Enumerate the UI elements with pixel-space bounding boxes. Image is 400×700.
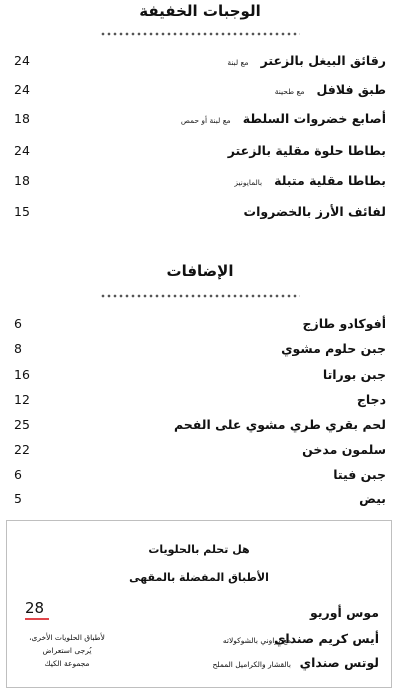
item-note: بالمايونيز xyxy=(234,178,263,187)
menu-item xyxy=(14,53,386,73)
item-note: مع طحينة xyxy=(274,87,305,96)
item-name: أصابع خضروات السلطة xyxy=(242,111,386,126)
desserts-box xyxy=(6,520,392,688)
item-price: 24 xyxy=(14,143,30,158)
item-price: 12 xyxy=(14,392,30,407)
snacks-title: الوجبات الخفيفة xyxy=(139,2,261,20)
menu-item xyxy=(14,204,386,224)
item-price: 5 xyxy=(14,491,22,506)
item-price: 22 xyxy=(14,442,30,457)
menu-item xyxy=(14,392,386,412)
menu-item xyxy=(14,491,386,511)
dessert-name: أيس كريم صنداي xyxy=(273,631,379,646)
additions-title: الإضافات xyxy=(166,262,234,280)
item-name: لحم بقري طري مشوي على الفحم xyxy=(173,417,386,432)
dessert-note: مع براوني بالشوكولاته xyxy=(222,636,291,645)
dessert-name: موس أوريو xyxy=(310,605,379,620)
item-name: دجاج xyxy=(356,392,386,407)
item-name: رقائق البيغل بالزعتر xyxy=(260,53,386,68)
item-price: 24 xyxy=(14,82,30,97)
menu-item xyxy=(14,111,386,131)
item-name: لفائف الأرز بالخضروات xyxy=(243,204,386,219)
item-price: 24 xyxy=(14,53,30,68)
menu-item xyxy=(14,143,386,163)
aside-line: لأطباق الحلويات الأخرى، xyxy=(29,633,105,642)
menu-item xyxy=(14,442,386,462)
snacks-divider xyxy=(100,32,300,36)
item-price: 18 xyxy=(14,111,30,126)
item-price: 25 xyxy=(14,417,30,432)
item-name: بيض xyxy=(359,491,386,506)
item-price: 18 xyxy=(14,173,30,188)
desserts-aside-note xyxy=(19,631,115,670)
item-price: 15 xyxy=(14,204,30,219)
menu-item xyxy=(14,341,386,361)
item-note: مع لبنة xyxy=(227,58,249,67)
item-name: جبن فيتا xyxy=(333,467,386,482)
item-name: سلمون مدخن xyxy=(302,442,386,457)
item-name: أفوكادو طازج xyxy=(302,316,386,331)
menu-item xyxy=(14,467,386,487)
aside-line: يُرجى استعراض xyxy=(42,646,92,655)
desserts-subtitle: الأطباق المفضلة بالمقهى xyxy=(129,571,269,584)
item-name: بطاطا مقلية متبلة xyxy=(274,173,386,188)
menu-item xyxy=(14,173,386,193)
aside-line: مجموعة الكيك xyxy=(44,659,90,668)
menu-item xyxy=(14,82,386,102)
item-price: 6 xyxy=(14,467,22,482)
dessert-item xyxy=(49,605,379,623)
menu-item xyxy=(14,316,386,336)
dessert-name: لوتس صنداي xyxy=(299,655,379,670)
item-name: جبن حلوم مشوي xyxy=(281,341,386,356)
menu-item xyxy=(14,367,386,387)
menu-item xyxy=(14,417,386,437)
desserts-price: 28 xyxy=(25,599,45,617)
item-name: بطاطا حلوة مقلية بالزعتر xyxy=(227,143,386,158)
item-name: جبن بوراتا xyxy=(322,367,386,382)
item-price: 6 xyxy=(14,316,22,331)
desserts-title: هل تحلم بالحلويات xyxy=(148,543,250,556)
item-note: مع لبنة أو حمص xyxy=(180,116,231,125)
item-name: طبق فلافل xyxy=(316,82,386,97)
price-underline xyxy=(25,618,49,620)
item-price: 8 xyxy=(14,341,22,356)
item-price: 16 xyxy=(14,367,30,382)
dessert-note: بالقشار والكراميل المملح xyxy=(212,660,291,669)
additions-divider xyxy=(100,294,300,298)
